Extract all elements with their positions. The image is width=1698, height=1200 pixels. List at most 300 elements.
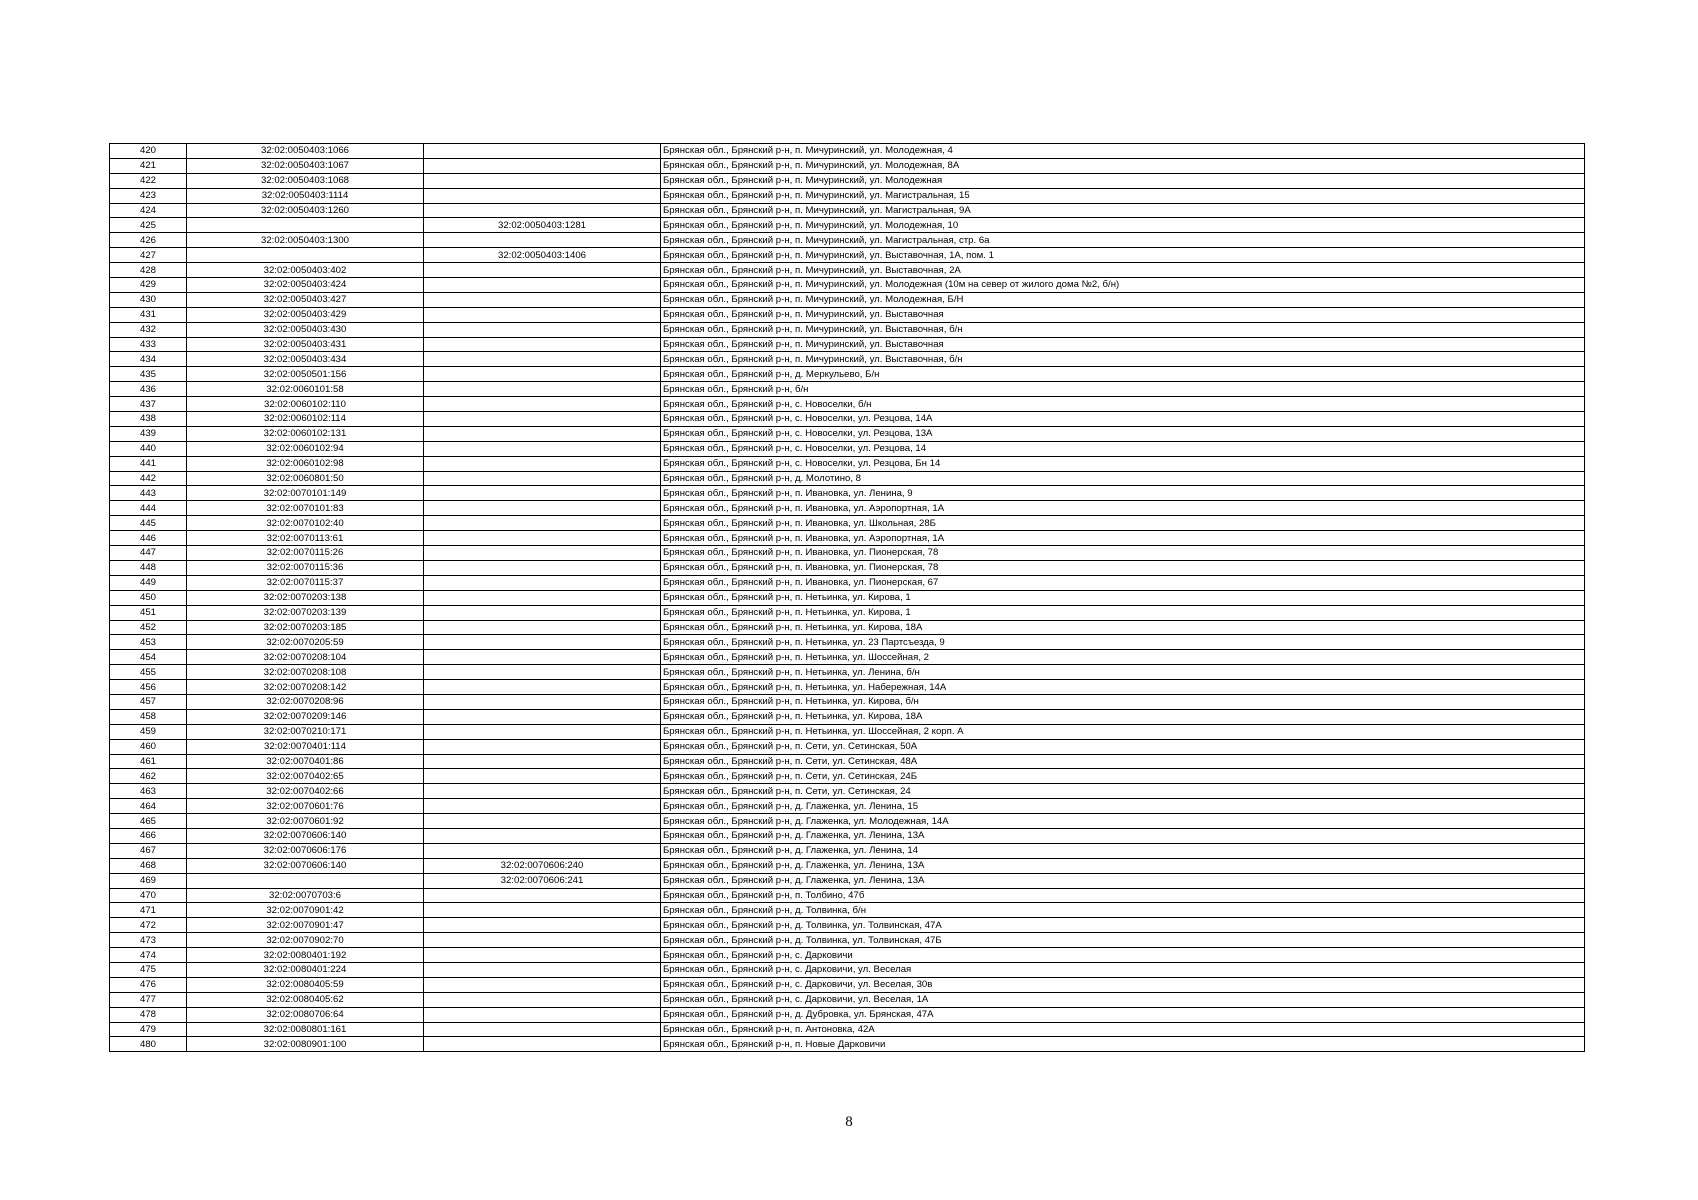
address-cell: Брянская обл., Брянский р-н, с. Новоселки, ул. Резцова, 14 [661,441,1585,456]
row-number-cell: 447 [110,546,187,561]
address-cell: Брянская обл., Брянский р-н, п. Новые Дарковичи [661,1037,1585,1052]
table-row [110,218,1585,233]
address-cell: Брянская обл., Брянский р-н, п. Сети, ул. Сетинская, 50А [661,739,1585,754]
address-cell: Брянская обл., Брянский р-н, п. Нетьинка, ул. Кирова, 1 [661,590,1585,605]
address-cell: Брянская обл., Брянский р-н, п. Ивановка, ул. Школьная, 28Б [661,516,1585,531]
cadastral-number-cell: 32:02:0080801:161 [187,1022,424,1037]
related-cadastral-number-cell [424,992,661,1007]
table-row [110,888,1585,903]
related-cadastral-number-cell [424,1022,661,1037]
table-row [110,769,1585,784]
related-cadastral-number-cell [424,158,661,173]
cadastral-number-cell: 32:02:0070401:114 [187,739,424,754]
row-number-cell: 424 [110,203,187,218]
cadastral-number-cell: 32:02:0060101:58 [187,382,424,397]
cadastral-number-cell: 32:02:0070101:149 [187,486,424,501]
related-cadastral-number-cell [424,665,661,680]
cadastral-number-cell: 32:02:0070601:76 [187,799,424,814]
cadastral-number-cell: 32:02:0070115:26 [187,546,424,561]
related-cadastral-number-cell [424,739,661,754]
address-cell: Брянская обл., Брянский р-н, п. Нетьинка, ул. Кирова, 1 [661,605,1585,620]
related-cadastral-number-cell [424,397,661,412]
table-row [110,1022,1585,1037]
row-number-cell: 421 [110,158,187,173]
address-cell: Брянская обл., Брянский р-н, с. Дарковичи, ул. Веселая, 30в [661,977,1585,992]
cadastral-number-cell: 32:02:0070102:40 [187,516,424,531]
table-row [110,977,1585,992]
row-number-cell: 451 [110,605,187,620]
cadastral-number-cell: 32:02:0060102:131 [187,426,424,441]
related-cadastral-number-cell [424,292,661,307]
related-cadastral-number-cell [424,233,661,248]
cadastral-number-cell: 32:02:0070115:37 [187,575,424,590]
table-row [110,665,1585,680]
cadastral-number-cell: 32:02:0070606:140 [187,828,424,843]
row-number-cell: 454 [110,650,187,665]
cadastral-number-cell: 32:02:0080405:62 [187,992,424,1007]
table-row [110,992,1585,1007]
address-cell: Брянская обл., Брянский р-н, с. Дарковичи [661,948,1585,963]
related-cadastral-number-cell [424,456,661,471]
address-cell: Брянская обл., Брянский р-н, п. Мичуринский, ул. Выставочная [661,307,1585,322]
table-row [110,948,1585,963]
register-table [109,143,1585,1052]
row-number-cell: 456 [110,680,187,695]
related-cadastral-number-cell [424,799,661,814]
address-cell: Брянская обл., Брянский р-н, п. Мичуринский, ул. Молодежная (10м на север от жилого дома №2, б/н) [661,278,1585,293]
address-cell: Брянская обл., Брянский р-н, п. Нетьинка, ул. Набережная, 14А [661,680,1585,695]
cadastral-number-cell: 32:02:0070606:140 [187,858,424,873]
related-cadastral-number-cell [424,367,661,382]
row-number-cell: 433 [110,337,187,352]
table-row [110,248,1585,263]
row-number-cell: 465 [110,814,187,829]
table-row [110,1037,1585,1052]
related-cadastral-number-cell [424,903,661,918]
related-cadastral-number-cell [424,709,661,724]
table-row [110,352,1585,367]
table-row [110,263,1585,278]
table-row [110,560,1585,575]
row-number-cell: 469 [110,873,187,888]
address-cell: Брянская обл., Брянский р-н, д. Глаженка, ул. Ленина, 13А [661,873,1585,888]
related-cadastral-number-cell [424,441,661,456]
cadastral-number-cell: 32:02:0060102:94 [187,441,424,456]
related-cadastral-number-cell [424,560,661,575]
row-number-cell: 440 [110,441,187,456]
table-row [110,635,1585,650]
related-cadastral-number-cell [424,650,661,665]
table-row [110,739,1585,754]
table-row [110,203,1585,218]
cadastral-number-cell: 32:02:0060102:110 [187,397,424,412]
address-cell: Брянская обл., Брянский р-н, п. Мичуринский, ул. Выставочная, б/н [661,322,1585,337]
row-number-cell: 460 [110,739,187,754]
address-cell: Брянская обл., Брянский р-н, п. Сети, ул. Сетинская, 24Б [661,769,1585,784]
row-number-cell: 479 [110,1022,187,1037]
table-row [110,873,1585,888]
cadastral-number-cell: 32:02:0070902:70 [187,933,424,948]
row-number-cell: 464 [110,799,187,814]
table-row [110,278,1585,293]
address-cell: Брянская обл., Брянский р-н, п. Мичуринский, ул. Выставочная, 1А, пом. 1 [661,248,1585,263]
cadastral-number-cell: 32:02:0070901:42 [187,903,424,918]
address-cell: Брянская обл., Брянский р-н, п. Антоновка, 42А [661,1022,1585,1037]
table-row [110,962,1585,977]
table-row [110,575,1585,590]
related-cadastral-number-cell [424,754,661,769]
row-number-cell: 428 [110,263,187,278]
row-number-cell: 462 [110,769,187,784]
cadastral-number-cell: 32:02:0080405:59 [187,977,424,992]
cadastral-number-cell: 32:02:0070601:92 [187,814,424,829]
cadastral-number-cell: 32:02:0070901:47 [187,918,424,933]
table-row [110,233,1585,248]
related-cadastral-number-cell [424,962,661,977]
address-cell: Брянская обл., Брянский р-н, п. Ивановка, ул. Аэропортная, 1А [661,531,1585,546]
cadastral-number-cell: 32:02:0070703:6 [187,888,424,903]
table-row [110,799,1585,814]
address-cell: Брянская обл., Брянский р-н, с. Новоселки, ул. Резцова, Бн 14 [661,456,1585,471]
cadastral-number-cell: 32:02:0050403:430 [187,322,424,337]
address-cell: Брянская обл., Брянский р-н, п. Мичуринский, ул. Магистральная, 15 [661,188,1585,203]
address-cell: Брянская обл., Брянский р-н, д. Глаженка, ул. Ленина, 15 [661,799,1585,814]
table-row [110,322,1585,337]
row-number-cell: 471 [110,903,187,918]
table-row [110,814,1585,829]
address-cell: Брянская обл., Брянский р-н, п. Нетьинка, ул. 23 Партсъезда, 9 [661,635,1585,650]
related-cadastral-number-cell [424,784,661,799]
table-row [110,426,1585,441]
related-cadastral-number-cell [424,352,661,367]
cadastral-number-cell: 32:02:0050403:429 [187,307,424,322]
address-cell: Брянская обл., Брянский р-н, п. Нетьинка, ул. Кирова, 18А [661,709,1585,724]
table-row [110,337,1585,352]
cadastral-number-cell [187,218,424,233]
address-cell: Брянская обл., Брянский р-н, п. Нетьинка, ул. Кирова, 18А [661,620,1585,635]
related-cadastral-number-cell [424,337,661,352]
address-cell: Брянская обл., Брянский р-н, с. Новоселки, б/н [661,397,1585,412]
row-number-cell: 477 [110,992,187,1007]
cadastral-number-cell: 32:02:0050403:427 [187,292,424,307]
row-number-cell: 422 [110,173,187,188]
row-number-cell: 437 [110,397,187,412]
row-number-cell: 439 [110,426,187,441]
table-row [110,933,1585,948]
address-cell: Брянская обл., Брянский р-н, п. Мичуринский, ул. Молодежная, 8А [661,158,1585,173]
related-cadastral-number-cell [424,948,661,963]
table-row [110,546,1585,561]
table-row [110,531,1585,546]
related-cadastral-number-cell [424,263,661,278]
register-table-body [110,144,1585,1052]
address-cell: Брянская обл., Брянский р-н, с. Новоселки, ул. Резцова, 14А [661,412,1585,427]
related-cadastral-number-cell [424,680,661,695]
address-cell: Брянская обл., Брянский р-н, п. Мичуринский, ул. Выставочная [661,337,1585,352]
address-cell: Брянская обл., Брянский р-н, б/н [661,382,1585,397]
table-row [110,367,1585,382]
table-row [110,158,1585,173]
row-number-cell: 455 [110,665,187,680]
related-cadastral-number-cell [424,620,661,635]
row-number-cell: 470 [110,888,187,903]
cadastral-number-cell: 32:02:0080401:192 [187,948,424,963]
row-number-cell: 423 [110,188,187,203]
related-cadastral-number-cell [424,382,661,397]
related-cadastral-number-cell [424,144,661,159]
table-row [110,754,1585,769]
cadastral-number-cell: 32:02:0060801:50 [187,471,424,486]
related-cadastral-number-cell [424,173,661,188]
address-cell: Брянская обл., Брянский р-н, д. Толвинка, б/н [661,903,1585,918]
row-number-cell: 438 [110,412,187,427]
address-cell: Брянская обл., Брянский р-н, д. Глаженка, ул. Ленина, 13А [661,858,1585,873]
related-cadastral-number-cell [424,516,661,531]
cadastral-number-cell: 32:02:0070401:86 [187,754,424,769]
address-cell: Брянская обл., Брянский р-н, п. Мичуринский, ул. Магистральная, 9А [661,203,1585,218]
related-cadastral-number-cell [424,322,661,337]
address-cell: Брянская обл., Брянский р-н, п. Мичуринский, ул. Молодежная [661,173,1585,188]
address-cell: Брянская обл., Брянский р-н, с. Дарковичи, ул. Веселая, 1А [661,992,1585,1007]
table-row [110,144,1585,159]
address-cell: Брянская обл., Брянский р-н, п. Ивановка, ул. Пионерская, 78 [661,560,1585,575]
related-cadastral-number-cell [424,188,661,203]
table-row [110,501,1585,516]
address-cell: Брянская обл., Брянский р-н, д. Меркульево, Б/н [661,367,1585,382]
related-cadastral-number-cell [424,486,661,501]
related-cadastral-number-cell [424,278,661,293]
cadastral-number-cell: 32:02:0070115:36 [187,560,424,575]
table-row [110,843,1585,858]
row-number-cell: 436 [110,382,187,397]
related-cadastral-number-cell [424,828,661,843]
row-number-cell: 441 [110,456,187,471]
table-row [110,858,1585,873]
address-cell: Брянская обл., Брянский р-н, п. Нетьинка, ул. Кирова, б/н [661,694,1585,709]
cadastral-number-cell: 32:02:0070101:83 [187,501,424,516]
cadastral-number-cell: 32:02:0070203:185 [187,620,424,635]
row-number-cell: 463 [110,784,187,799]
row-number-cell: 476 [110,977,187,992]
table-row [110,516,1585,531]
row-number-cell: 427 [110,248,187,263]
related-cadastral-number-cell: 32:02:0070606:240 [424,858,661,873]
address-cell: Брянская обл., Брянский р-н, п. Мичуринский, ул. Выставочная, 2А [661,263,1585,278]
row-number-cell: 420 [110,144,187,159]
related-cadastral-number-cell [424,694,661,709]
related-cadastral-number-cell [424,426,661,441]
related-cadastral-number-cell [424,977,661,992]
related-cadastral-number-cell [424,843,661,858]
cadastral-number-cell: 32:02:0070208:104 [187,650,424,665]
related-cadastral-number-cell [424,590,661,605]
related-cadastral-number-cell [424,605,661,620]
related-cadastral-number-cell [424,933,661,948]
related-cadastral-number-cell [424,531,661,546]
table-row [110,456,1585,471]
row-number-cell: 468 [110,858,187,873]
page-number: 8 [845,1114,853,1130]
related-cadastral-number-cell [424,888,661,903]
address-cell: Брянская обл., Брянский р-н, д. Толвинка, ул. Толвинская, 47Б [661,933,1585,948]
cadastral-number-cell: 32:02:0060102:98 [187,456,424,471]
row-number-cell: 458 [110,709,187,724]
related-cadastral-number-cell [424,1007,661,1022]
row-number-cell: 448 [110,560,187,575]
address-cell: Брянская обл., Брянский р-н, п. Толбино, 47б [661,888,1585,903]
address-cell: Брянская обл., Брянский р-н, п. Нетьинка, ул. Шоссейная, 2 корп. А [661,724,1585,739]
row-number-cell: 443 [110,486,187,501]
cadastral-number-cell: 32:02:0070402:66 [187,784,424,799]
table-row [110,694,1585,709]
address-cell: Брянская обл., Брянский р-н, д. Глаженка, ул. Ленина, 14 [661,843,1585,858]
address-cell: Брянская обл., Брянский р-н, п. Ивановка, ул. Ленина, 9 [661,486,1585,501]
address-cell: Брянская обл., Брянский р-н, д. Глаженка, ул. Ленина, 13А [661,828,1585,843]
related-cadastral-number-cell [424,575,661,590]
cadastral-number-cell: 32:02:0070208:108 [187,665,424,680]
row-number-cell: 478 [110,1007,187,1022]
cadastral-number-cell: 32:02:0050403:1114 [187,188,424,203]
table-row [110,620,1585,635]
related-cadastral-number-cell: 32:02:0050403:1281 [424,218,661,233]
related-cadastral-number-cell [424,814,661,829]
row-number-cell: 453 [110,635,187,650]
row-number-cell: 434 [110,352,187,367]
cadastral-number-cell: 32:02:0050403:1066 [187,144,424,159]
row-number-cell: 444 [110,501,187,516]
related-cadastral-number-cell [424,546,661,561]
row-number-cell: 446 [110,531,187,546]
cadastral-number-cell: 32:02:0070113:61 [187,531,424,546]
related-cadastral-number-cell: 32:02:0070606:241 [424,873,661,888]
table-row [110,650,1585,665]
row-number-cell: 467 [110,843,187,858]
table-row [110,605,1585,620]
cadastral-number-cell: 32:02:0070208:142 [187,680,424,695]
address-cell: Брянская обл., Брянский р-н, п. Мичуринский, ул. Магистральная, стр. 6а [661,233,1585,248]
cadastral-number-cell: 32:02:0050403:1067 [187,158,424,173]
row-number-cell: 450 [110,590,187,605]
table-row [110,590,1585,605]
address-cell: Брянская обл., Брянский р-н, д. Толвинка, ул. Толвинская, 47А [661,918,1585,933]
row-number-cell: 432 [110,322,187,337]
cadastral-number-cell: 32:02:0080706:64 [187,1007,424,1022]
address-cell: Брянская обл., Брянский р-н, д. Дубровка, ул. Брянская, 47А [661,1007,1585,1022]
related-cadastral-number-cell [424,203,661,218]
address-cell: Брянская обл., Брянский р-н, п. Сети, ул. Сетинская, 24 [661,784,1585,799]
row-number-cell: 445 [110,516,187,531]
cadastral-number-cell: 32:02:0050501:156 [187,367,424,382]
table-row [110,441,1585,456]
cadastral-number-cell: 32:02:0070208:96 [187,694,424,709]
cadastral-number-cell: 32:02:0070209:146 [187,709,424,724]
address-cell: Брянская обл., Брянский р-н, с. Дарковичи, ул. Веселая [661,962,1585,977]
address-cell: Брянская обл., Брянский р-н, с. Новоселки, ул. Резцова, 13А [661,426,1585,441]
cadastral-number-cell: 32:02:0070402:65 [187,769,424,784]
cadastral-number-cell: 32:02:0050403:1300 [187,233,424,248]
table-row [110,173,1585,188]
row-number-cell: 435 [110,367,187,382]
row-number-cell: 480 [110,1037,187,1052]
related-cadastral-number-cell [424,307,661,322]
row-number-cell: 472 [110,918,187,933]
cadastral-number-cell: 32:02:0080901:100 [187,1037,424,1052]
related-cadastral-number-cell [424,635,661,650]
address-cell: Брянская обл., Брянский р-н, п. Ивановка, ул. Пионерская, 67 [661,575,1585,590]
cadastral-number-cell: 32:02:0050403:424 [187,278,424,293]
related-cadastral-number-cell [424,471,661,486]
address-cell: Брянская обл., Брянский р-н, п. Нетьинка, ул. Шоссейная, 2 [661,650,1585,665]
cadastral-number-cell: 32:02:0070205:59 [187,635,424,650]
table-row [110,784,1585,799]
table-row [110,486,1585,501]
row-number-cell: 473 [110,933,187,948]
row-number-cell: 430 [110,292,187,307]
table-row [110,412,1585,427]
table-row [110,828,1585,843]
cadastral-number-cell [187,873,424,888]
cadastral-number-cell: 32:02:0050403:402 [187,263,424,278]
row-number-cell: 457 [110,694,187,709]
row-number-cell: 431 [110,307,187,322]
row-number-cell: 474 [110,948,187,963]
address-cell: Брянская обл., Брянский р-н, п. Мичуринский, ул. Молодежная, Б/Н [661,292,1585,307]
related-cadastral-number-cell [424,769,661,784]
row-number-cell: 429 [110,278,187,293]
address-cell: Брянская обл., Брянский р-н, п. Ивановка, ул. Аэропортная, 1А [661,501,1585,516]
related-cadastral-number-cell: 32:02:0050403:1406 [424,248,661,263]
row-number-cell: 425 [110,218,187,233]
address-cell: Брянская обл., Брянский р-н, п. Нетьинка, ул. Ленина, б/н [661,665,1585,680]
table-row [110,188,1585,203]
cadastral-number-cell: 32:02:0060102:114 [187,412,424,427]
table-row [110,397,1585,412]
table-row [110,918,1585,933]
cadastral-number-cell: 32:02:0070210:171 [187,724,424,739]
cadastral-number-cell: 32:02:0070203:138 [187,590,424,605]
related-cadastral-number-cell [424,918,661,933]
row-number-cell: 449 [110,575,187,590]
row-number-cell: 459 [110,724,187,739]
address-cell: Брянская обл., Брянский р-н, д. Молотино, 8 [661,471,1585,486]
related-cadastral-number-cell [424,724,661,739]
row-number-cell: 475 [110,962,187,977]
table-row [110,292,1585,307]
related-cadastral-number-cell [424,412,661,427]
table-row [110,709,1585,724]
address-cell: Брянская обл., Брянский р-н, п. Мичуринский, ул. Выставочная, б/н [661,352,1585,367]
row-number-cell: 466 [110,828,187,843]
row-number-cell: 461 [110,754,187,769]
row-number-cell: 442 [110,471,187,486]
related-cadastral-number-cell [424,1037,661,1052]
cadastral-number-cell: 32:02:0070606:176 [187,843,424,858]
address-cell: Брянская обл., Брянский р-н, п. Мичуринский, ул. Молодежная, 4 [661,144,1585,159]
address-cell: Брянская обл., Брянский р-н, п. Ивановка, ул. Пионерская, 78 [661,546,1585,561]
address-cell: Брянская обл., Брянский р-н, п. Сети, ул. Сетинская, 48А [661,754,1585,769]
table-row [110,1007,1585,1022]
address-cell: Брянская обл., Брянский р-н, п. Мичуринский, ул. Молодежная, 10 [661,218,1585,233]
related-cadastral-number-cell [424,501,661,516]
cadastral-number-cell: 32:02:0050403:431 [187,337,424,352]
table-row [110,471,1585,486]
cadastral-number-cell: 32:02:0070203:139 [187,605,424,620]
cadastral-number-cell: 32:02:0050403:1068 [187,173,424,188]
table-row [110,903,1585,918]
table-row [110,382,1585,397]
table-row [110,680,1585,695]
cadastral-number-cell: 32:02:0050403:434 [187,352,424,367]
